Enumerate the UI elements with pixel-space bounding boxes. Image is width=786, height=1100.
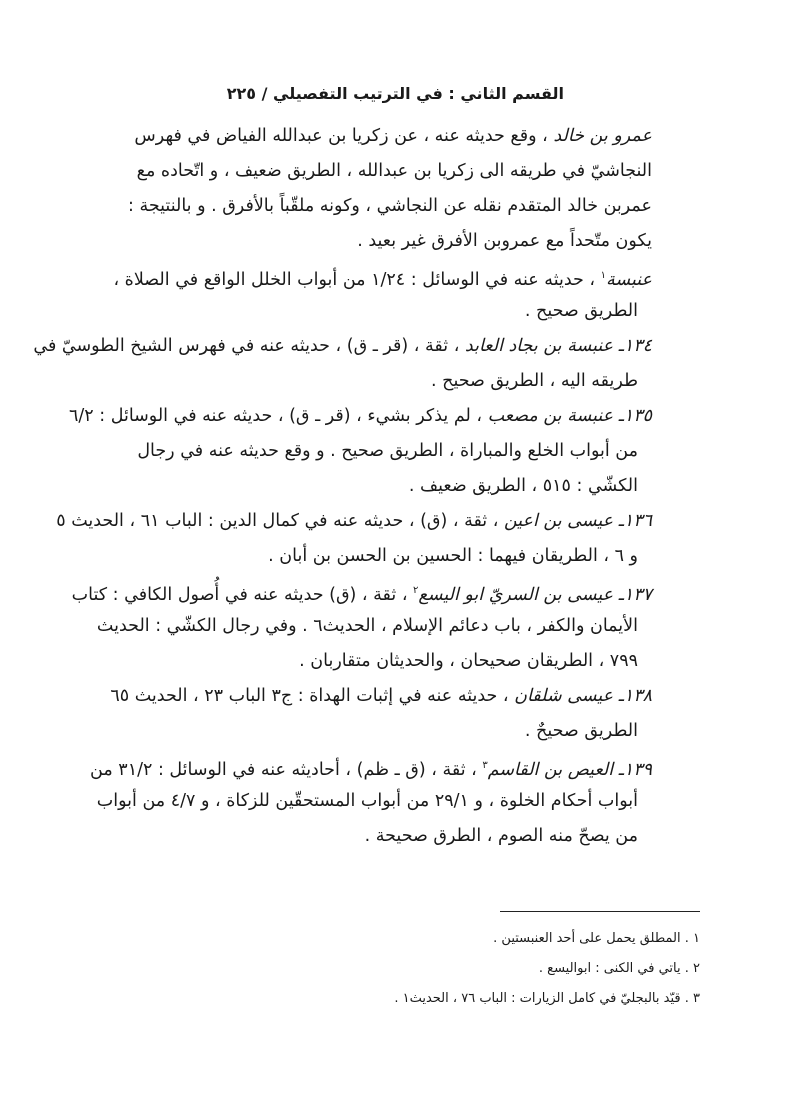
text-line xyxy=(33,335,652,370)
text-line xyxy=(112,685,652,720)
text-line xyxy=(112,370,652,405)
text-line xyxy=(112,265,652,300)
name-span: ١٣٥ـ عنبسة بن مصعب xyxy=(487,406,652,426)
name-span: عنبسة xyxy=(606,269,652,290)
line-text: طريقه اليه ، الطريق صحيح . xyxy=(431,371,638,391)
text-line xyxy=(112,650,652,685)
text-line xyxy=(90,755,652,790)
text-line xyxy=(112,230,652,265)
text-line xyxy=(112,825,652,860)
line-text: من أبواب الخلع والمباراة ، الطريق صحيح . و وقع حديثه عنه في رجال xyxy=(137,441,638,461)
text-line xyxy=(56,510,652,545)
line-text: ، ثقة ، (قر ـ ق) ، حديثه عنه في فهرس الشيخ الطوسيّ في xyxy=(33,336,465,356)
footnotes xyxy=(180,930,700,1020)
line-text: الكشّي : ٥١٥ ، الطريق ضعيف . xyxy=(408,476,638,496)
line-text: الأيمان والكفر ، باب دعائم الإسلام ، الحديث٦ . وفي رجال الكشّي : الحديث xyxy=(96,616,638,636)
name-span: ١٣٦ـ عيسى بن اعين xyxy=(503,511,652,531)
text-line xyxy=(112,545,652,580)
line-text: من يصحّ منه الصوم ، الطرق صحيحة . xyxy=(364,826,638,846)
line-text: و ٦ ، الطريقان فيهما : الحسين بن الحسن بن أبان . xyxy=(268,546,638,566)
footnote-ref: ١ xyxy=(600,270,606,281)
line-text: ، وقع حديثه عنه ، عن زكريا بن عبدالله الفياض في فهرس xyxy=(134,126,554,146)
text-line xyxy=(112,720,652,755)
line-text: الطريق صحيح . xyxy=(524,301,638,321)
line-text: ، ثقة ، (ق) حديثه عنه في أُصول الكافي : كتاب xyxy=(71,584,414,605)
line-text: أبواب أحكام الخلوة ، و ٢٩/١ من أبواب المستحقّين للزكاة ، و ٤/٧ من أبواب xyxy=(96,791,638,811)
line-text: ، حديثه عنه في الوسائل : ١/٢٤ من أبواب الخلل الواقع في الصلاة ، xyxy=(113,269,601,290)
line-text: الطريق صحيحٌ . xyxy=(524,721,638,741)
line-text: ، لم يذكر بشيء ، (قر ـ ق) ، حديثه عنه في الوسائل : ٦/٢ xyxy=(68,406,488,426)
line-text: ، ثقة ، (ق) ، حديثه عنه في كمال الدين : الباب ٦١ ، الحديث ٥ xyxy=(56,511,504,531)
text-line xyxy=(112,475,652,510)
name-span: ١٣٧ـ عيسى بن السريّ ابو اليسع xyxy=(418,584,652,605)
text-line xyxy=(112,440,652,475)
line-text: النجاشيّ في طريقه الى زكريا بن عبدالله ، الطريق ضعيف ، و اتّحاده مع xyxy=(136,161,652,181)
line-text: ، حديثه عنه في إثبات الهداة : ج٣ الباب ٢٣ ، الحديث ٦٥ xyxy=(110,686,515,706)
footnote-1: ١ . المطلق يحمل على أحد العنبستين . xyxy=(493,931,700,946)
text-line xyxy=(96,790,652,825)
line-text: ، ثقة ، (ق ـ ظم) ، أحاديثه عنه في الوسائل : ٣١/٢ من xyxy=(90,759,483,780)
text-line xyxy=(96,615,652,650)
name-span: عمرو بن خالد xyxy=(553,126,652,146)
text-line xyxy=(112,125,652,160)
line-text: يكون متّحداً مع عمروبن الأفرق غير بعيد . xyxy=(357,231,652,251)
text-line xyxy=(112,195,652,230)
name-span: ١٣٤ـ عنبسة بن بجاد العابد xyxy=(464,336,652,356)
body-text xyxy=(33,125,652,860)
footnote-2: ٢ . ياتي في الكنى : ابواليسع . xyxy=(538,961,700,976)
text-line xyxy=(112,160,652,195)
line-text: عمربن خالد المتقدم نقله عن النجاشي ، وكونه ملقّباً بالأفرق . و بالنتيجة : xyxy=(128,196,652,216)
footnote-ref: ٢ xyxy=(413,585,419,596)
footnote-ref: ٣ xyxy=(482,760,488,771)
line-text: ٧٩٩ ، الطريقان صحيحان ، والحديثان متقاربان . xyxy=(299,651,638,671)
name-span: ١٣٨ـ عيسى شلقان xyxy=(514,686,652,706)
footnote-divider xyxy=(500,911,700,912)
text-line xyxy=(68,405,652,440)
text-line xyxy=(112,300,652,335)
name-span: ١٣٩ـ العيص بن القاسم xyxy=(487,759,652,780)
page-header: القسم الثاني : في الترتيب التفصيلي / ٢٢٥ xyxy=(226,84,564,103)
footnote-3: ٣ . قيّد بالبجليّ في كامل الزيارات : الباب ٧٦ ، الحديث١ . xyxy=(394,991,700,1006)
text-line xyxy=(71,580,652,615)
